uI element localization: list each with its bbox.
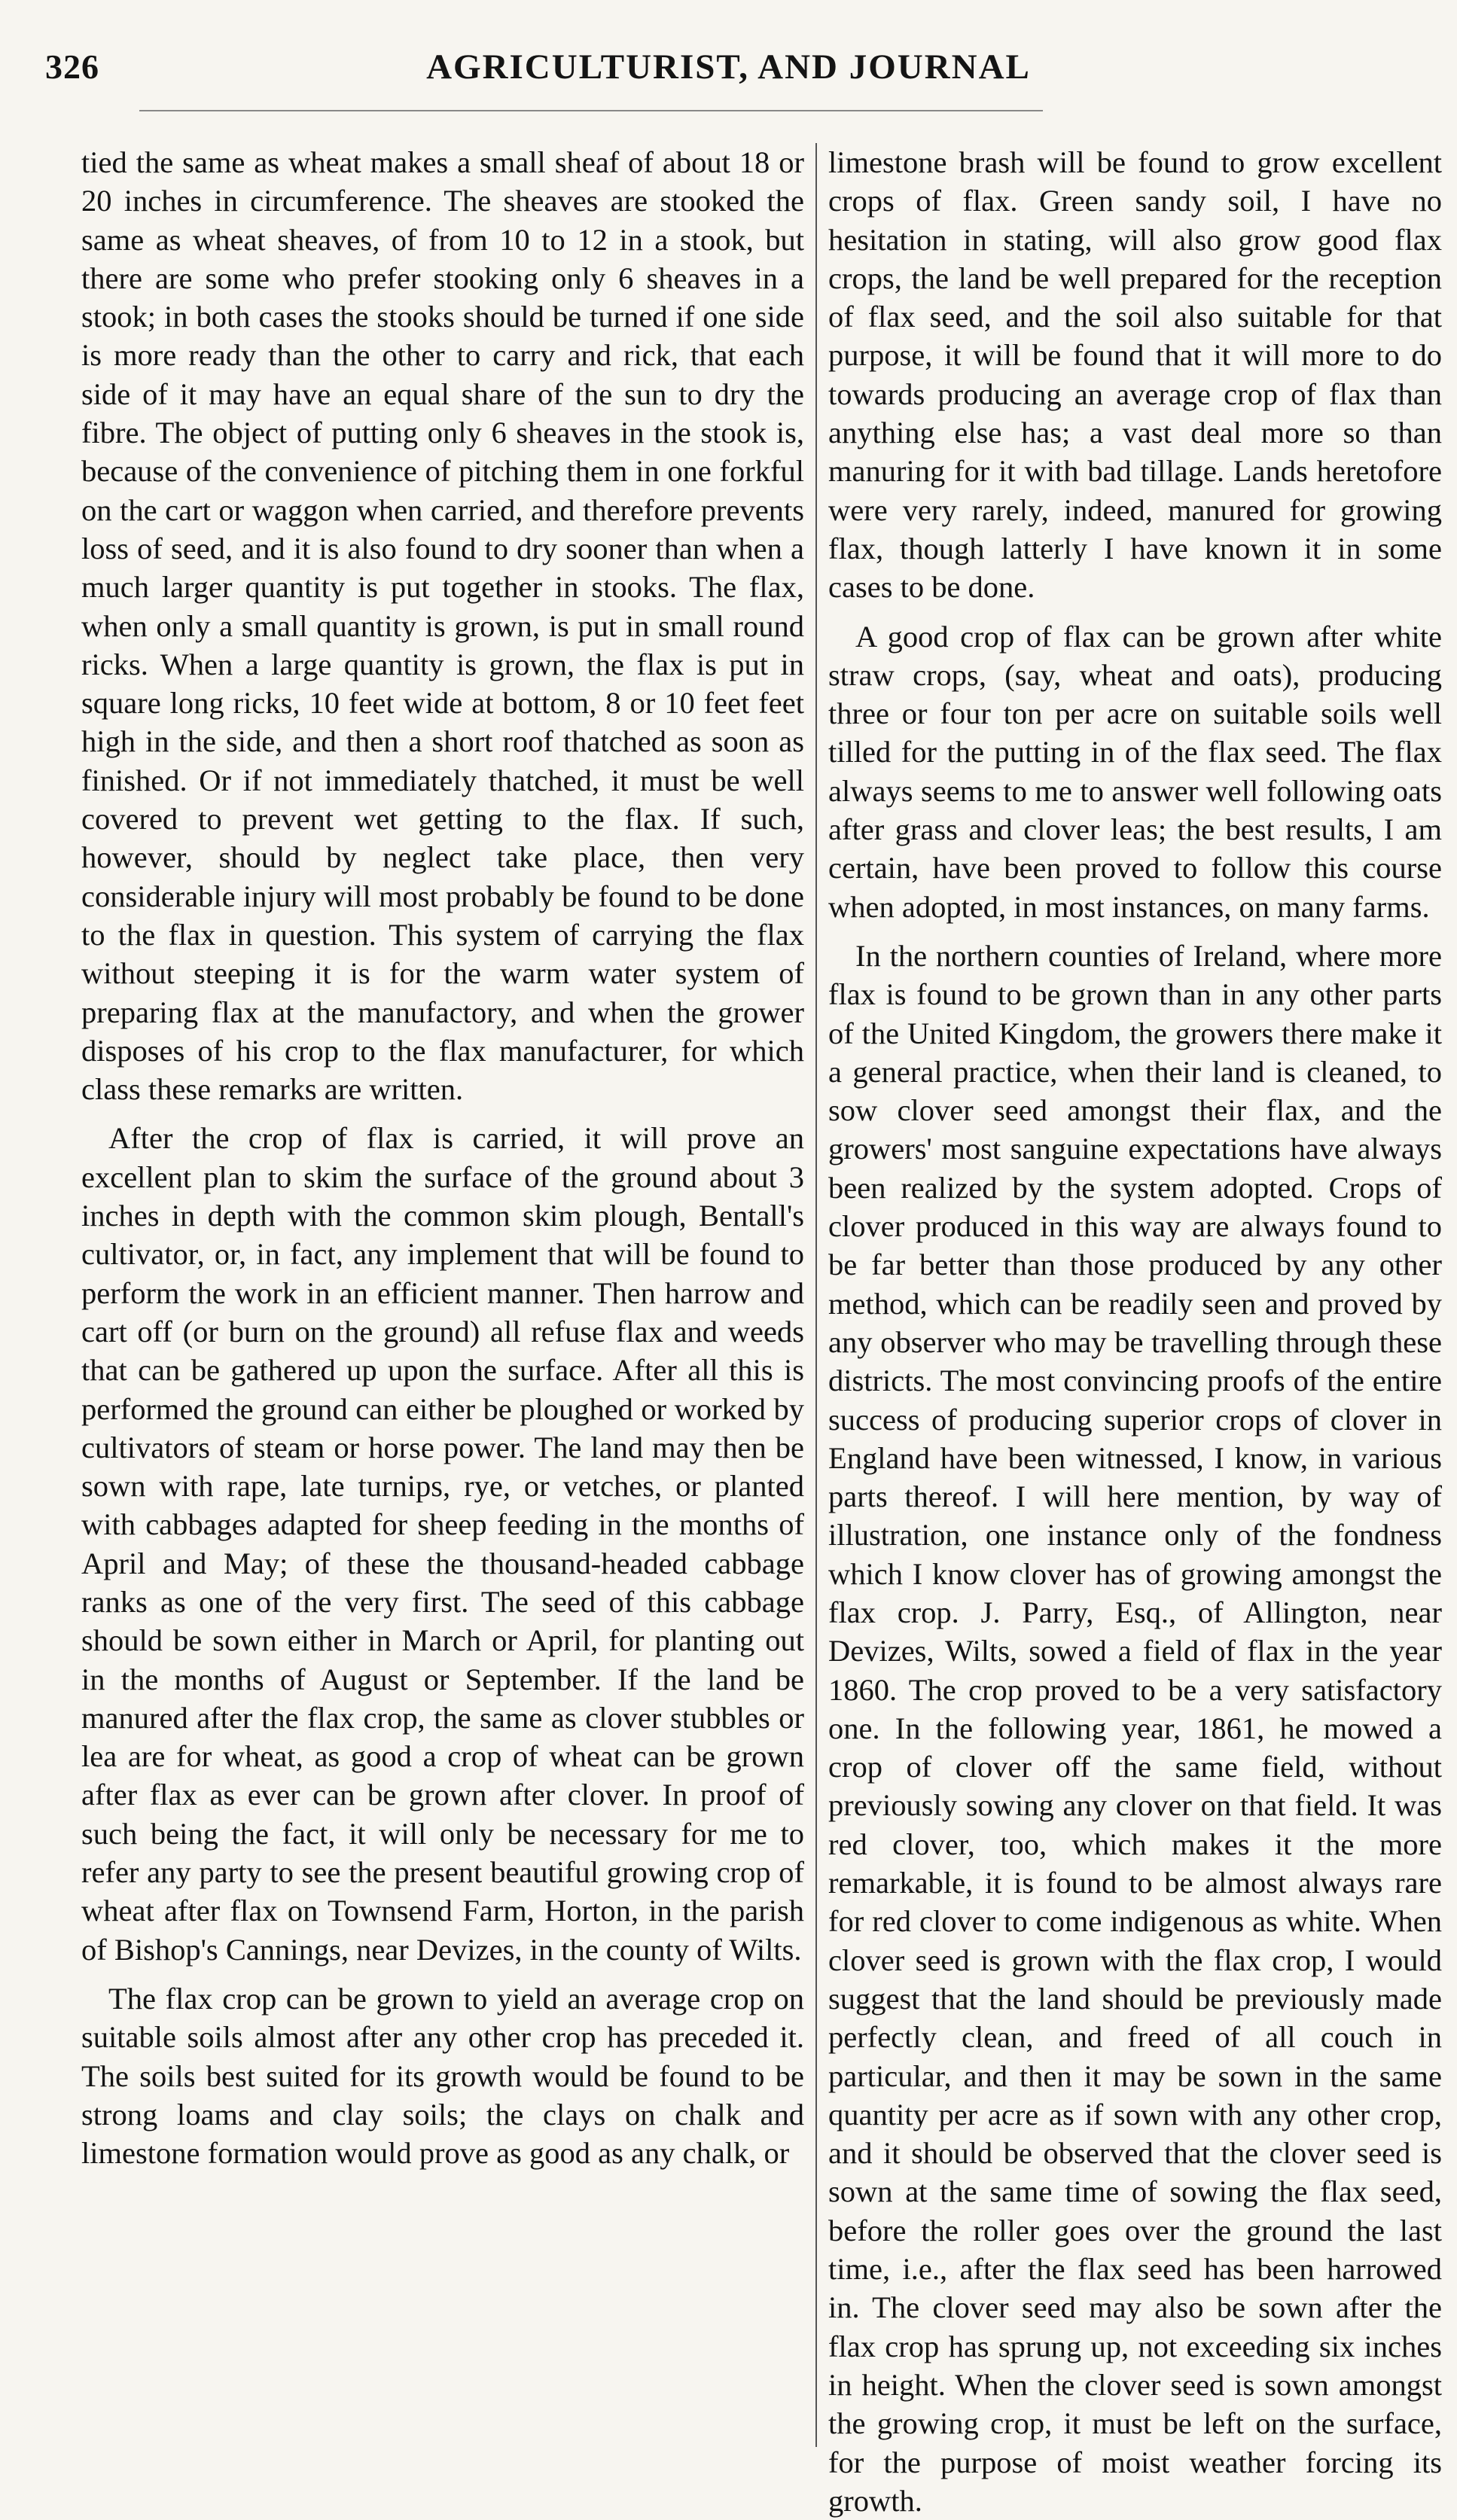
page-number: 326 <box>45 47 99 86</box>
header-rule <box>139 110 1043 111</box>
right-column <box>828 143 1442 2518</box>
running-head: AGRICULTURIST, AND JOURNAL <box>426 47 1031 87</box>
column-divider <box>815 143 817 2447</box>
left-column <box>81 143 804 2447</box>
paragraph: A good crop of flax can be grown after white straw crops, (say, wheat and oats), producing three or four ton per acre on suitable soils well tilled for the putting in of the flax seed. The flax always seems to me to answer well following oats after grass and clover leas; the best results, I am certain, have been proved to follow this course when adopted, in most instances, on many farms. <box>828 619 1442 924</box>
paragraph: The flax crop can be grown to yield an average crop on suitable soils almost after any other crop has preceded it. The soils best suited for its growth would be found to be strong loams and clay soils; the clays on chalk and limestone formation would prove as good as any chalk, or <box>81 1981 804 2171</box>
page-header <box>45 47 1412 99</box>
paragraph: In the northern counties of Ireland, where more flax is found to be grown than in any other parts of the United Kingdom, the growers there make it a general practice, when their land is cleaned, to sow clover seed amongst their flax, and the growers' most sanguine expectations have always been realized by the system adopted. Crops of clover produced in this way are always found to be far better than those produced by any other method, which can be readily seen and proved by any observer who may be travelling through these districts. The most convincing proofs of the entire success of producing superior crops of clover in England have been witnessed, I know, in various parts thereof. I will here mention, by way of illustration, one instance only of the fondness which I know clover has of growing amongst the flax crop. J. Parry, Esq., of Allington, near Devizes, Wilts, sowed a field of flax in the year 1860. The crop proved to be a very satisfactory one. In the following year, 1861, he mowed a crop of clover off the same field, without previously sowing any clover on that field. It was red clover, too, which makes it the more remarkable, it is found to be almost always rare for red clover to come indigenous as white. When clover seed is grown with the flax crop, I would suggest that the land should be previously made perfectly clean, and freed of all couch in particular, and then it may be sown in the same quantity per acre as if sown with any other crop, and it should be observed that the clover seed is sown at the same time of sowing the flax seed, before the roller goes over the ground the last time, i.e., after the flax seed has been harrowed in. The clover seed may also be sown after the flax crop has sprung up, not exceeding six inches in height. When the clover seed is sown amongst the growing crop, it must be left on the surface, for the purpose of moist weather forcing its growth. <box>828 938 1442 2518</box>
paragraph: After the crop of flax is carried, it will prove an excellent plan to skim the surface of the ground about 3 inches in depth with the common skim plough, Bentall's cultivator, or, in fact, any implement that will be found to perform the work in an efficient manner. Then harrow and cart off (or burn on the ground) all refuse flax and weeds that can be gathered up upon the surface. After all this is performed the ground can either be ploughed or worked by cultivators of steam or horse power. The land may then be sown with rape, late turnips, rye, or vetches, or planted with cabbages adapted for sheep feeding in the months of April and May; of these the thousand-headed cabbage ranks as one of the very first. The seed of this cabbage should be sown either in March or April, for planting out in the months of August or September. If the land be manured after the flax crop, the same as clover stubbles or lea are for wheat, as good a crop of wheat can be grown after flax as ever can be grown after clover. In proof of such being the fact, it will only be necessary for me to refer any party to see the present beautiful growing crop of wheat after flax on Townsend Farm, Horton, in the parish of Bishop's Cannings, near Devizes, in the county of Wilts. <box>81 1121 804 1967</box>
paragraph: limestone brash will be found to grow excellent crops of flax. Green sandy soil, I have no hesitation in stating, will also grow good flax crops, the land be well prepared for the reception of flax seed, and the soil also suitable for that purpose, it will be found that it will more to do towards producing an average crop of flax than anything else has; a vast deal more so than manuring for it with bad tillage. Lands heretofore were very rarely, indeed, manured for growing flax, though latterly I have known it in some cases to be done. <box>828 145 1442 605</box>
paragraph: tied the same as wheat makes a small sheaf of about 18 or 20 inches in circumference. The sheaves are stooked the same as wheat sheaves, of from 10 to 12 in a stook, but there are some who prefer stooking only 6 sheaves in a stook; in both cases the stooks should be turned if one side is more ready than the other to carry and rick, that each side of it may have an equal share of the sun to dry the fibre. The object of putting only 6 sheaves in the stook is, because of the convenience of pitching them in one forkful on the cart or waggon when carried, and therefore prevents loss of seed, and it is also found to dry sooner than when a much larger quantity is put together in stooks. The flax, when only a small quantity is grown, is put in small round ricks. When a large quantity is grown, the flax is put in square long ricks, 10 feet wide at bottom, 8 or 10 feet feet high in the side, and then a short roof thatched as soon as finished. Or if not immediately thatched, it must be well covered to prevent wet getting to the flax. If such, however, should by neglect take place, then very considerable injury will most probably be found to be done to the flax in question. This system of carrying the flax without steeping it is for the warm water system of preparing flax at the manufactory, and when the grower disposes of his crop to the flax manufacturer, for which class these remarks are written. <box>81 145 804 1107</box>
